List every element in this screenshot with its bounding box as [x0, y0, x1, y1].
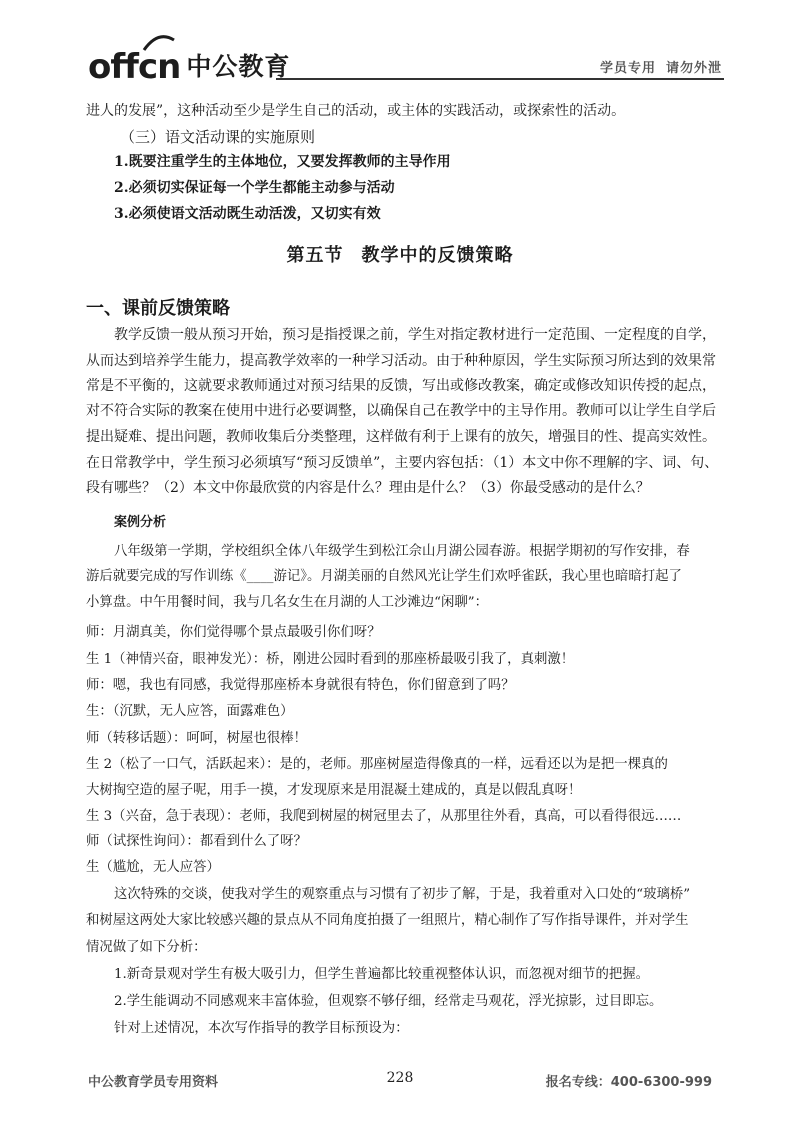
- intro-line: 进人的发展”，这种活动至少是学生自己的活动，或主体的实践活动，或探索性的活动。: [86, 103, 626, 119]
- header-tag-confidential: 请勿外泄: [665, 61, 722, 76]
- logo-arc-icon: [142, 34, 176, 52]
- subsection-title: 一、课前反馈策略: [86, 298, 230, 319]
- footer-material-label: 中公教育学员专用资料: [88, 1075, 219, 1090]
- paragraph-line-1: 教学反馈一般从预习开始，预习是指授课之前，学生对指定教材进行一定范围、一定程度的自学，: [114, 327, 716, 343]
- principle-item-3: 3.必须使语文活动既生动活泼，又切实有效: [114, 206, 381, 222]
- header-tag-members-only: 学员专用: [599, 61, 656, 76]
- header-notice: [590, 57, 722, 76]
- dialogue-line-9: 师（试探性询问）：都看到什么了呀？: [86, 834, 307, 849]
- section-number: 第五节: [286, 245, 344, 266]
- dialogue-line-10: 生（尴尬，无人应答）: [86, 860, 220, 875]
- principle-item-2: 2.必须切实保证每一个学生都能主动参与活动: [114, 180, 395, 196]
- principle-item-1: 1.既要注重学生的主体地位，又要发挥教师的主导作用: [114, 154, 451, 170]
- dialogue-line-8: 生 3（兴奋，急于表现）：老师，我爬到树屋的树冠里去了，从那里往外看，真高，可以看得很远……: [86, 809, 682, 824]
- section-name: 教学中的反馈策略: [361, 245, 514, 266]
- analysis-item-1: 1.新奇景观对学生有极大吸引力，但学生普遍都比较重视整体认识，而忽视对细节的把握。: [114, 967, 650, 982]
- objective-intro-line: 针对上述情况，本次写作指导的教学目标预设为：: [114, 1021, 409, 1036]
- case-line-2: 游后就要完成的写作训练《____游记》。月湖美丽的自然风光让学生们欢呼雀跃，我心里也暗暗打起了: [86, 569, 682, 584]
- dialogue-line-3: 师：嗯，我也有同感，我觉得那座桥本身就很有特色，你们留意到了吗？: [86, 678, 515, 693]
- dialogue-line-4: 生：（沉默，无人应答，面露难色）: [86, 704, 294, 719]
- case-line-3: 小算盘。中午用餐时间，我与几名女生在月湖的人工沙滩边“闲聊”：: [86, 595, 489, 610]
- reflection-line-2: 和树屋这两处大家比较感兴趣的景点从不同角度拍摄了一组照片，精心制作了写作指导课件，并对学生: [86, 913, 689, 928]
- header-divider: [276, 78, 724, 80]
- footer-hotline: 报名专线：400-6300-999: [545, 1075, 712, 1090]
- dialogue-line-1: 师：月湖真美，你们觉得哪个景点最吸引你们呀？: [86, 625, 381, 640]
- dialogue-line-5: 师（转移话题）：呵呵，树屋也很棒！: [86, 731, 307, 746]
- reflection-line-1: 这次特殊的交谈，使我对学生的观察重点与习惯有了初步了解，于是，我着重对入口处的“玻璃桥”: [114, 887, 691, 902]
- principles-heading: （三）语文活动课的实施原则: [120, 128, 316, 146]
- paragraph-line-4: 对不符合实际的教案在使用中进行必要调整，以确保自己在教学中的主导作用。教师可以让学生自学后: [86, 403, 716, 419]
- reflection-line-3: 情况做了如下分析：: [86, 940, 207, 955]
- paragraph-line-2: 从而达到培养学生能力，提高教学效率的一种学习活动。由于种种原因，学生实际预习所达到的效果常: [86, 353, 716, 369]
- logo-wordmark: offcn: [88, 47, 181, 87]
- paragraph-line-7: 段有哪些？（2）本文中你最欣赏的内容是什么？理由是什么？（3）你最受感动的是什么？: [86, 480, 650, 496]
- brand-logo: [88, 44, 291, 87]
- case-line-1: 八年级第一学期，学校组织全体八年级学生到松江佘山月湖公园春游。根据学期初的写作安排，春: [114, 544, 690, 559]
- section-title: [0, 244, 800, 268]
- dialogue-line-6: 生 2（松了一口气，活跃起来）：是的，老师。那座树屋造得像真的一样，远看还以为是把一棵真的: [86, 757, 668, 772]
- logo-chinese-name: 中公教育: [186, 52, 291, 81]
- paragraph-line-5: 提出疑难、提出问题，教师收集后分类整理，这样做有利于上课有的放矢，增强目的性、提高实效性。: [86, 429, 716, 445]
- dialogue-line-2: 生 1（神情兴奋，眼神发光）：桥，刚进公园时看到的那座桥最吸引我了，真刺激！: [86, 652, 575, 667]
- paragraph-line-3: 常是不平衡的，这就要求教师通过对预习结果的反馈，写出或修改教案，确定或修改知识传授的起点，: [86, 378, 716, 394]
- case-analysis-label: 案例分析: [114, 515, 167, 530]
- paragraph-line-6: 在日常教学中，学生预习必须填写“预习反馈单”，主要内容包括：（1）本文中你不理解的字、词、句、: [86, 455, 719, 471]
- analysis-item-2: 2.学生能调动不同感观来丰富体验，但观察不够仔细，经常走马观花，浮光掠影，过目即忘。: [114, 994, 663, 1009]
- dialogue-line-7: 大树掏空造的屋子呢，用手一摸，才发现原来是用混凝土建成的，真是以假乱真呀！: [86, 783, 582, 798]
- page-number: 228: [386, 1070, 414, 1086]
